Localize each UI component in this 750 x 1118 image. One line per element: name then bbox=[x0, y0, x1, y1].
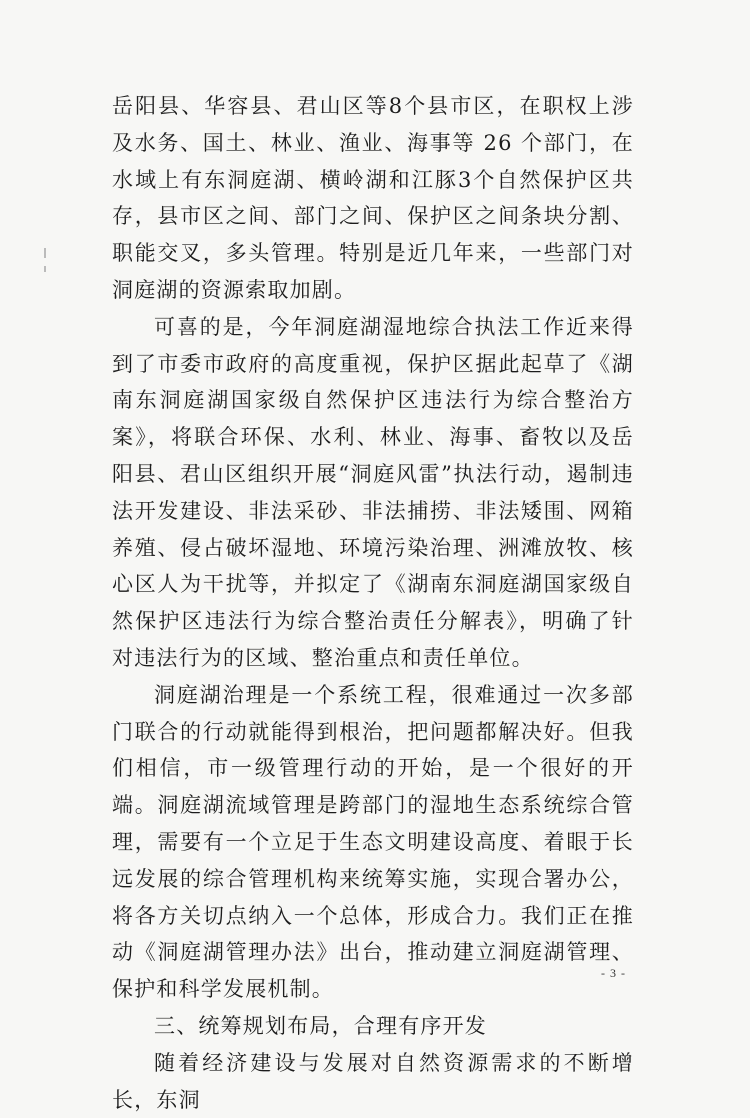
paragraph: 洞庭湖治理是一个系统工程，很难通过一次多部门联合的行动就能得到根治，把问题都解决好。但我们相信，市一级管理行动的开始，是一个很好的开端。洞庭湖流域管理是跨部门的湿地生态系统综合管理，需要有一个立足于生态文明建设高度、着眼于长远发展的综合管理机构来统筹实施，实现合署办公，将各方关切点纳入一个总体，形成合力。我们正在推动《洞庭湖管理办法》出台，推动建立洞庭湖管理、保护和科学发展机制。 bbox=[112, 682, 634, 1002]
page-number: - 3 - bbox=[601, 966, 626, 980]
binding-mark bbox=[44, 248, 46, 258]
document-body bbox=[112, 88, 634, 1118]
paragraph-continued: 岳阳县、华容县、君山区等8个县市区，在职权上涉及水务、国土、林业、渔业、海事等 26 个部门，在水域上有东洞庭湖、横岭湖和江豚3个自然保护区共存，县市区之间、部门之间、保护区之间条块分割、职能交叉，多头管理。特别是近几年来，一些部门对洞庭湖的资源索取加剧。 bbox=[112, 94, 634, 302]
paragraph: 随着经济建设与发展对自然资源需求的不断增长，东洞 bbox=[112, 1050, 634, 1112]
binding-mark bbox=[44, 266, 46, 272]
paragraph: 可喜的是，今年洞庭湖湿地综合执法工作近来得到了市委市政府的高度重视，保护区据此起草了《湖南东洞庭湖国家级自然保护区违法行为综合整治方案》，将联合环保、水利、林业、海事、畜牧以及岳阳县、君山区组织开展“洞庭风雷”执法行动，遏制违法开发建设、非法采砂、非法捕捞、非法矮围、网箱养殖、侵占破坏湿地、环境污染治理、洲滩放牧、核心区人为干扰等，并拟定了《湖南东洞庭湖国家级自然保护区违法行为综合整治责任分解表》，明确了针对违法行为的区域、整治重点和责任单位。 bbox=[112, 314, 634, 670]
section-heading: 三、统筹规划布局，合理有序开发 bbox=[154, 1013, 487, 1038]
